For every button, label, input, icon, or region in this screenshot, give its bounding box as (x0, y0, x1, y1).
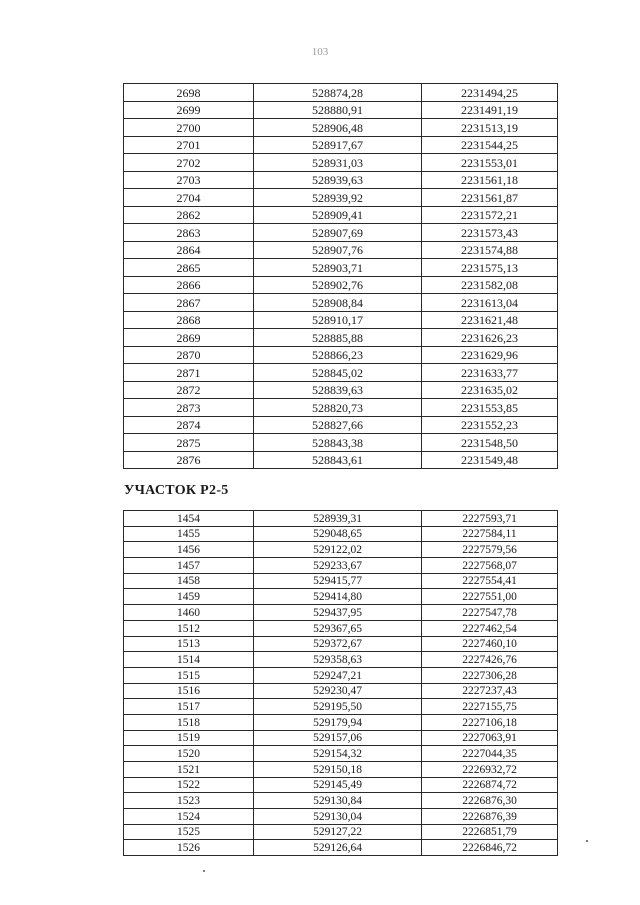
x-coordinate-cell: 528827,66 (254, 416, 422, 434)
table-row (124, 434, 558, 452)
table-row (124, 364, 558, 382)
y-coordinate-cell: 2231633,77 (422, 364, 558, 382)
y-coordinate-cell: 2226851,79 (422, 824, 558, 840)
table-row (124, 259, 558, 277)
point-number-cell: 1526 (124, 840, 254, 856)
table-row (124, 329, 558, 347)
table-row (124, 136, 558, 154)
x-coordinate-cell: 529130,04 (254, 809, 422, 825)
table-row (124, 589, 558, 605)
x-coordinate-cell: 528874,28 (254, 84, 422, 102)
x-coordinate-cell: 528906,48 (254, 119, 422, 137)
point-number-cell: 2699 (124, 101, 254, 119)
point-number-cell: 2871 (124, 364, 254, 382)
y-coordinate-cell: 2231491,19 (422, 101, 558, 119)
x-coordinate-cell: 528939,92 (254, 189, 422, 207)
y-coordinate-cell: 2231494,25 (422, 84, 558, 102)
table-row (124, 511, 558, 527)
table-row (124, 451, 558, 469)
section-heading: УЧАСТОК Р2-5 (124, 483, 229, 498)
y-coordinate-cell: 2227593,71 (422, 511, 558, 527)
x-coordinate-cell: 528843,61 (254, 451, 422, 469)
x-coordinate-cell: 528910,17 (254, 311, 422, 329)
x-coordinate-cell: 529127,22 (254, 824, 422, 840)
x-coordinate-cell: 529157,06 (254, 730, 422, 746)
y-coordinate-cell: 2227106,18 (422, 714, 558, 730)
table-row (124, 730, 558, 746)
table-row (124, 399, 558, 417)
y-coordinate-cell: 2226876,39 (422, 809, 558, 825)
table-row (124, 241, 558, 259)
point-number-cell: 1456 (124, 542, 254, 558)
x-coordinate-cell: 528839,63 (254, 381, 422, 399)
point-number-cell: 2868 (124, 311, 254, 329)
point-number-cell: 1515 (124, 667, 254, 683)
table-row (124, 762, 558, 778)
point-number-cell: 2876 (124, 451, 254, 469)
y-coordinate-cell: 2226876,30 (422, 793, 558, 809)
table-row (124, 119, 558, 137)
y-coordinate-cell: 2231552,23 (422, 416, 558, 434)
point-number-cell: 2870 (124, 346, 254, 364)
y-coordinate-cell: 2226874,72 (422, 777, 558, 793)
page-number: 103 (311, 46, 329, 58)
point-number-cell: 2865 (124, 259, 254, 277)
table-row (124, 189, 558, 207)
table-row (124, 746, 558, 762)
table-row (124, 793, 558, 809)
point-number-cell: 2700 (124, 119, 254, 137)
point-number-cell: 1517 (124, 699, 254, 715)
y-coordinate-cell: 2227155,75 (422, 699, 558, 715)
y-coordinate-cell: 2231553,85 (422, 399, 558, 417)
y-coordinate-cell: 2227568,07 (422, 558, 558, 574)
point-number-cell: 1521 (124, 762, 254, 778)
table-row (124, 381, 558, 399)
table-row (124, 667, 558, 683)
y-coordinate-cell: 2231572,21 (422, 206, 558, 224)
point-number-cell: 2864 (124, 241, 254, 259)
x-coordinate-cell: 529230,47 (254, 683, 422, 699)
table-row (124, 224, 558, 242)
y-coordinate-cell: 2231621,48 (422, 311, 558, 329)
x-coordinate-cell: 528880,91 (254, 101, 422, 119)
point-number-cell: 1460 (124, 605, 254, 621)
point-number-cell: 1523 (124, 793, 254, 809)
point-number-cell: 2703 (124, 171, 254, 189)
coordinates-table-2-body (124, 511, 558, 856)
y-coordinate-cell: 2227554,41 (422, 573, 558, 589)
point-number-cell: 1455 (124, 526, 254, 542)
x-coordinate-cell: 528939,31 (254, 511, 422, 527)
x-coordinate-cell: 529415,77 (254, 573, 422, 589)
y-coordinate-cell: 2231561,18 (422, 171, 558, 189)
y-coordinate-cell: 2231574,88 (422, 241, 558, 259)
x-coordinate-cell: 529195,50 (254, 699, 422, 715)
table-row (124, 171, 558, 189)
y-coordinate-cell: 2227306,28 (422, 667, 558, 683)
x-coordinate-cell: 529150,18 (254, 762, 422, 778)
x-coordinate-cell: 529154,32 (254, 746, 422, 762)
y-coordinate-cell: 2231575,13 (422, 259, 558, 277)
table-row (124, 840, 558, 856)
y-coordinate-cell: 2227551,00 (422, 589, 558, 605)
point-number-cell: 1459 (124, 589, 254, 605)
y-coordinate-cell: 2231635,02 (422, 381, 558, 399)
x-coordinate-cell: 529145,49 (254, 777, 422, 793)
point-number-cell: 1524 (124, 809, 254, 825)
point-number-cell: 1525 (124, 824, 254, 840)
table-row (124, 542, 558, 558)
coordinates-table-1 (123, 83, 558, 469)
point-number-cell: 1522 (124, 777, 254, 793)
y-coordinate-cell: 2231553,01 (422, 154, 558, 172)
y-coordinate-cell: 2231561,87 (422, 189, 558, 207)
point-number-cell: 2873 (124, 399, 254, 417)
table-row (124, 699, 558, 715)
coordinates-table-2 (123, 510, 558, 856)
point-number-cell: 1519 (124, 730, 254, 746)
coordinates-table-1-body (124, 84, 558, 469)
point-number-cell: 1514 (124, 652, 254, 668)
point-number-cell: 2702 (124, 154, 254, 172)
x-coordinate-cell: 528939,63 (254, 171, 422, 189)
point-number-cell: 2872 (124, 381, 254, 399)
point-number-cell: 2866 (124, 276, 254, 294)
y-coordinate-cell: 2227237,43 (422, 683, 558, 699)
point-number-cell: 2704 (124, 189, 254, 207)
x-coordinate-cell: 529048,65 (254, 526, 422, 542)
y-coordinate-cell: 2231626,23 (422, 329, 558, 347)
point-number-cell: 1513 (124, 636, 254, 652)
table-row (124, 154, 558, 172)
x-coordinate-cell: 528909,41 (254, 206, 422, 224)
point-number-cell: 2701 (124, 136, 254, 154)
y-coordinate-cell: 2231513,19 (422, 119, 558, 137)
y-coordinate-cell: 2227063,91 (422, 730, 558, 746)
point-number-cell: 1516 (124, 683, 254, 699)
y-coordinate-cell: 2231573,43 (422, 224, 558, 242)
point-number-cell: 1520 (124, 746, 254, 762)
point-number-cell: 2875 (124, 434, 254, 452)
point-number-cell: 1454 (124, 511, 254, 527)
y-coordinate-cell: 2226932,72 (422, 762, 558, 778)
x-coordinate-cell: 529372,67 (254, 636, 422, 652)
y-coordinate-cell: 2231544,25 (422, 136, 558, 154)
table-row (124, 777, 558, 793)
point-number-cell: 1512 (124, 620, 254, 636)
x-coordinate-cell: 528902,76 (254, 276, 422, 294)
y-coordinate-cell: 2227547,78 (422, 605, 558, 621)
point-number-cell: 2862 (124, 206, 254, 224)
x-coordinate-cell: 528845,02 (254, 364, 422, 382)
table-row (124, 101, 558, 119)
x-coordinate-cell: 529437,95 (254, 605, 422, 621)
point-number-cell: 2863 (124, 224, 254, 242)
y-coordinate-cell: 2226846,72 (422, 840, 558, 856)
y-coordinate-cell: 2227460,10 (422, 636, 558, 652)
table-row (124, 652, 558, 668)
table-row (124, 824, 558, 840)
point-number-cell: 1457 (124, 558, 254, 574)
x-coordinate-cell: 528917,67 (254, 136, 422, 154)
y-coordinate-cell: 2231548,50 (422, 434, 558, 452)
x-coordinate-cell: 528931,03 (254, 154, 422, 172)
y-coordinate-cell: 2227579,56 (422, 542, 558, 558)
y-coordinate-cell: 2227044,35 (422, 746, 558, 762)
table-row (124, 276, 558, 294)
y-coordinate-cell: 2231613,04 (422, 294, 558, 312)
table-row (124, 294, 558, 312)
x-coordinate-cell: 528907,69 (254, 224, 422, 242)
x-coordinate-cell: 528820,73 (254, 399, 422, 417)
table-row (124, 416, 558, 434)
x-coordinate-cell: 528903,71 (254, 259, 422, 277)
x-coordinate-cell: 529414,80 (254, 589, 422, 605)
point-number-cell: 2867 (124, 294, 254, 312)
x-coordinate-cell: 529126,64 (254, 840, 422, 856)
table-row (124, 636, 558, 652)
table-row (124, 714, 558, 730)
x-coordinate-cell: 528885,88 (254, 329, 422, 347)
x-coordinate-cell: 528843,38 (254, 434, 422, 452)
point-number-cell: 2874 (124, 416, 254, 434)
table-row (124, 605, 558, 621)
table-row (124, 809, 558, 825)
x-coordinate-cell: 529367,65 (254, 620, 422, 636)
scan-speck (586, 840, 588, 842)
x-coordinate-cell: 529122,02 (254, 542, 422, 558)
table-row (124, 620, 558, 636)
y-coordinate-cell: 2231549,48 (422, 451, 558, 469)
scan-speck (203, 870, 205, 872)
x-coordinate-cell: 529179,94 (254, 714, 422, 730)
y-coordinate-cell: 2231629,96 (422, 346, 558, 364)
x-coordinate-cell: 529358,63 (254, 652, 422, 668)
table-row (124, 526, 558, 542)
table-row (124, 311, 558, 329)
x-coordinate-cell: 529233,67 (254, 558, 422, 574)
y-coordinate-cell: 2227584,11 (422, 526, 558, 542)
table-row (124, 573, 558, 589)
point-number-cell: 1518 (124, 714, 254, 730)
table-row (124, 84, 558, 102)
y-coordinate-cell: 2231582,08 (422, 276, 558, 294)
x-coordinate-cell: 529130,84 (254, 793, 422, 809)
x-coordinate-cell: 528866,23 (254, 346, 422, 364)
table-row (124, 558, 558, 574)
x-coordinate-cell: 528908,84 (254, 294, 422, 312)
x-coordinate-cell: 529247,21 (254, 667, 422, 683)
y-coordinate-cell: 2227426,76 (422, 652, 558, 668)
x-coordinate-cell: 528907,76 (254, 241, 422, 259)
table-row (124, 346, 558, 364)
table-row (124, 683, 558, 699)
y-coordinate-cell: 2227462,54 (422, 620, 558, 636)
point-number-cell: 2869 (124, 329, 254, 347)
table-row (124, 206, 558, 224)
point-number-cell: 1458 (124, 573, 254, 589)
point-number-cell: 2698 (124, 84, 254, 102)
